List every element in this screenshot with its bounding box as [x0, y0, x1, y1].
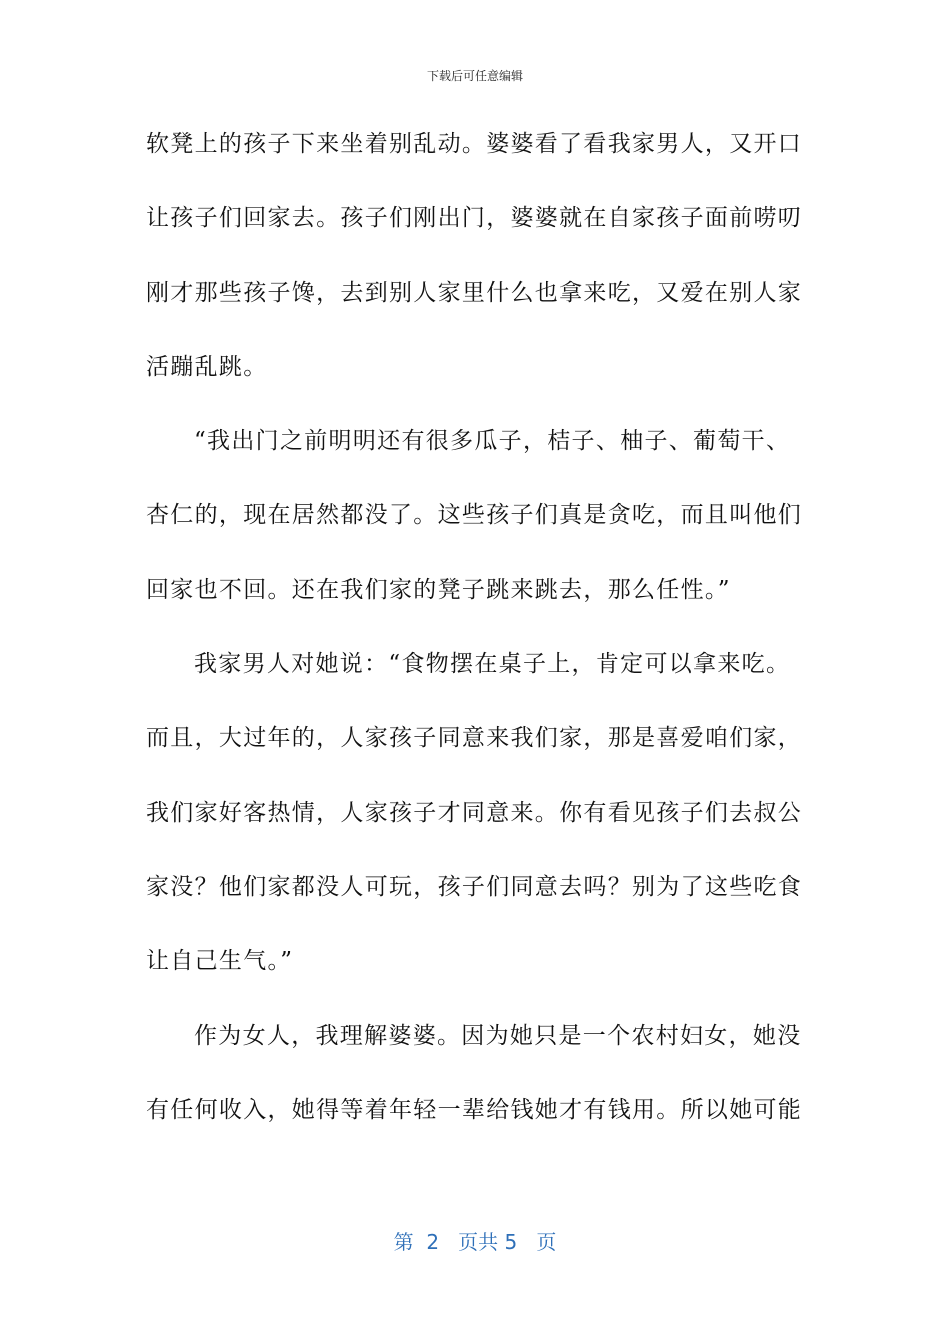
page-header-note: 下载后可任意编辑 — [426, 69, 523, 83]
text-line: “我出门之前明明还有很多瓜子，桔子、柚子、葡萄干、 — [194, 428, 791, 455]
document-body — [146, 124, 803, 1164]
text-line: 我们家好客热情，人家孩子才同意来。你有看见孩子们去叔公 — [146, 799, 803, 826]
text-line: 让自己生气。” — [146, 948, 294, 975]
text-line: 家没？他们家都没人可玩，孩子们同意去吗？别为了这些吃食 — [146, 873, 803, 900]
text-line: 软凳上的孩子下来坐着别乱动。婆婆看了看我家男人，又开口 — [146, 131, 803, 157]
page-number-footer: 第 2 页共 5 页 — [393, 1230, 557, 1254]
text-line: 杏仁的，现在居然都没了。这些孩子们真是贪吃，而且叫他们 — [146, 502, 803, 529]
text-line: 而且，大过年的，人家孩子同意来我们家，那是喜爱咱们家， — [146, 725, 803, 752]
text-line: 有任何收入，她得等着年轻一辈给钱她才有钱用。所以她可能 — [146, 1096, 803, 1123]
text-line: 刚才那些孩子馋，去到别人家里什么也拿来吃，又爱在别人家 — [146, 279, 803, 306]
text-line: 让孩子们回家去。孩子们刚出门，婆婆就在自家孩子面前唠叨 — [146, 205, 803, 232]
text-line: 回家也不回。还在我们家的凳子跳来跳去，那么任性。” — [146, 576, 731, 603]
text-line: 我家男人对她说：“食物摆在桌子上，肯定可以拿来吃。 — [194, 651, 791, 678]
text-line: 活蹦乱跳。 — [146, 353, 268, 380]
text-line: 作为女人，我理解婆婆。因为她只是一个农村妇女，她没 — [194, 1022, 802, 1049]
